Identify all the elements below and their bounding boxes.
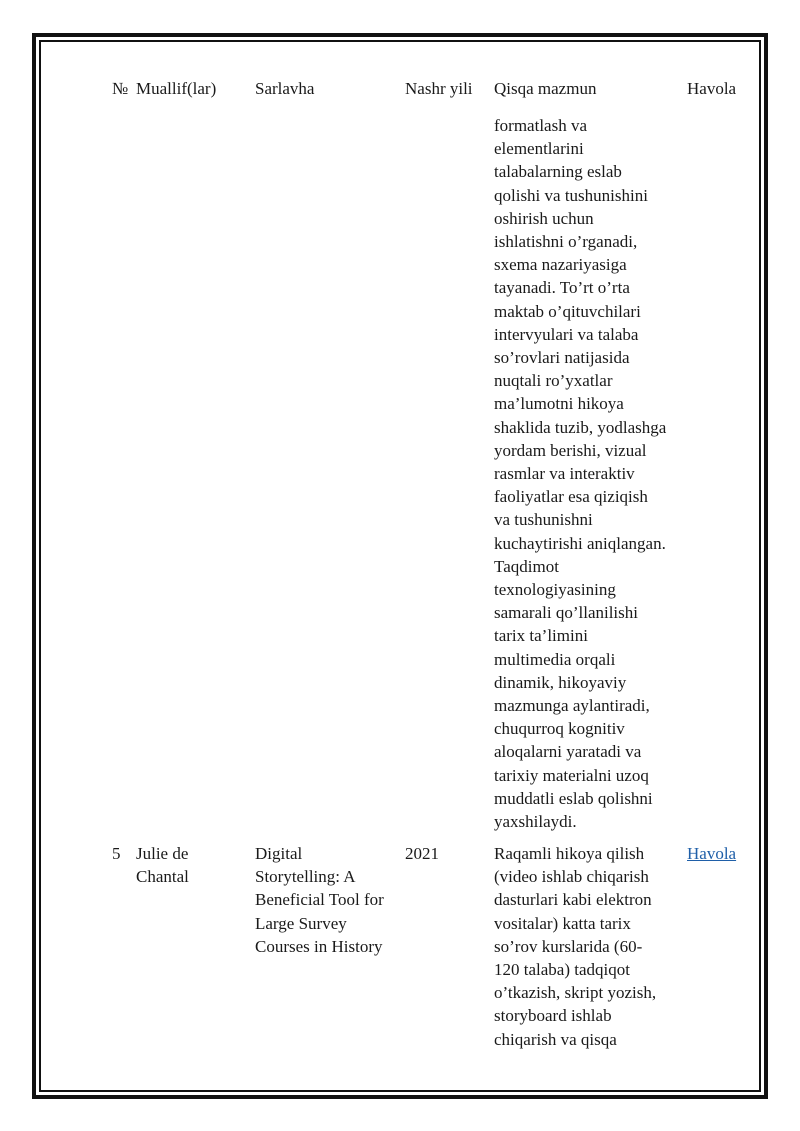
header-title: Sarlavha xyxy=(255,79,315,98)
row-summary: Raqamli hikoya qilish (video ishlab chiqarish dasturlari kabi elektron vositalar) katta tarix so’rov kurslarida (60- 120 talaba) tadqiqot o’tkazish, skript yozish, storyboard ishlab chiqarish va qisqa xyxy=(494,844,657,1049)
row-authors: Julie de Chantal xyxy=(136,844,189,887)
row-year: 2021 xyxy=(405,844,439,863)
header-summary: Qisqa mazmun xyxy=(494,79,597,98)
row-title: Digital Storytelling: A Beneficial Tool for Large Survey Courses in History xyxy=(255,844,384,956)
header-year: Nashr yili xyxy=(405,79,473,98)
row-number: 5 xyxy=(112,844,121,863)
row-link[interactable]: Havola xyxy=(687,844,737,863)
header-authors: Muallif(lar) xyxy=(136,79,217,98)
header-link: Havola xyxy=(687,79,737,98)
continued-summary-cell: formatlash va elementlarini talabalarning eslab qolishi va tushunishini oshirish uchun ishlatishni o’rganadi, sxema nazariyasiga tayanadi. To’rt o’rta maktab o’qituvchilari intervyulari va talaba so’rovlari natijasida nuqtali ro’yxatlar ma’lumotni hikoya shaklida tuzib, yodlashga yordam berishi, vizual rasmlar va interaktiv faoliyatlar esa qiziqish va tushunishni kuchaytirishi aniqlangan. Taqdimot texnologiyasining samarali qo’llanilishi tarix ta’limini multimedia orqali dinamik, hikoyaviy mazmunga aylantiradi, chuqurroq kognitiv aloqalarni yaratadi va tarixiy materialni uzoq muddatli eslab qolishni yaxshilaydi. xyxy=(494,116,667,832)
header-number: № xyxy=(112,79,129,98)
